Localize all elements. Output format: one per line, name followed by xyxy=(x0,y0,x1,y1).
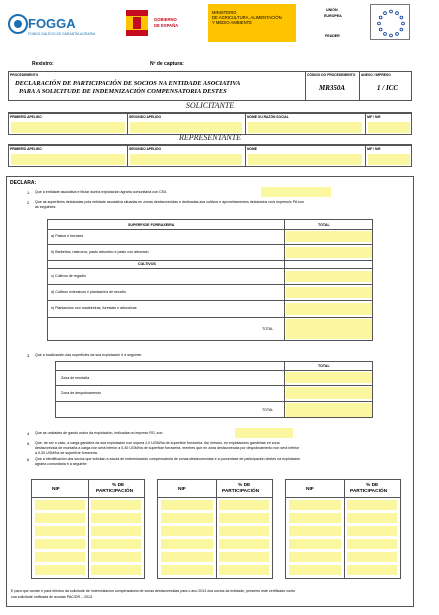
item4-text: Que as unidades de gando maior da explotación, indicadas no impreso RG, son xyxy=(35,431,163,435)
item5-number: 5. xyxy=(27,442,31,446)
declara-label: DECLARA: xyxy=(10,180,37,186)
socio-nif-input[interactable] xyxy=(289,513,341,523)
superficie-col-divider xyxy=(284,220,285,341)
representante-segundo-apelido-input[interactable] xyxy=(130,154,242,165)
socio-participacion-input[interactable] xyxy=(219,539,269,549)
representante-f1-label: PRIMEIRO APELIDO xyxy=(10,147,42,151)
socio-participacion-input[interactable] xyxy=(347,513,397,523)
socio-nif-input[interactable] xyxy=(289,552,341,562)
socios-3-pct-header-l2: PARTICIPACIÓN xyxy=(350,489,388,494)
procedure-title-line1: DECLARACIÓN DE PARTICIPACIÓN DE SOCIOS NA ENTIDADE ASOCIATIVA xyxy=(15,80,241,87)
solicitante-box xyxy=(8,113,412,135)
footer-line1: E para que conste e para efectos da solicitude de indemnización compensatoria de zonas desfavorecidas para o ano 2013 dos socios da entidade, presento este certificado xunto xyxy=(11,589,296,593)
item1-number: 1. xyxy=(27,191,31,195)
superficie-row-a: a) Pastos e forraxes xyxy=(51,234,84,238)
localizacion-rule-3 xyxy=(56,401,373,402)
socios-3-nif-header: NIF xyxy=(306,487,314,492)
representante-div-2 xyxy=(245,146,246,167)
eu-stars-icon xyxy=(371,5,411,41)
procedure-year-value: 1 / ICC xyxy=(377,84,399,92)
gobierno-line2: DE ESPAÑA xyxy=(154,23,179,28)
fogga-logo xyxy=(8,8,96,48)
solicitante-f3-label: NOME OU RAZÓN SOCIAL xyxy=(247,115,289,119)
procedure-box xyxy=(8,71,412,101)
fogga-logo-subtitle: FONDO GALEGO DE GARANTÍA AGRARIA xyxy=(28,32,96,36)
representante-title: REPRESENTANTE xyxy=(178,133,242,142)
socio-nif-input[interactable] xyxy=(289,539,341,549)
socio-participacion-input[interactable] xyxy=(91,565,141,575)
socio-nif-input[interactable] xyxy=(35,526,85,536)
socio-participacion-input[interactable] xyxy=(219,552,269,562)
item2-number: 2. xyxy=(27,201,31,205)
socio-participacion-input[interactable] xyxy=(91,500,141,510)
socios-table-2 xyxy=(157,479,273,579)
socios-1-pct-header-l2: PARTICIPACIÓN xyxy=(96,489,134,494)
ue-line1: UNIÓN xyxy=(326,8,338,12)
representante-f4-label: NIF / NIE xyxy=(367,147,381,151)
socio-nif-input[interactable] xyxy=(161,500,213,510)
socios-table-3 xyxy=(285,479,401,579)
superficie-row-b-input[interactable] xyxy=(286,247,372,258)
item5-text-line2: desfavorecida de montaña a carga non será inferior a 0,40 UGM/ha de superficie forraxeira, mentres que en zona desfavorecida por despoboamento non será inferior xyxy=(35,446,300,450)
localizacion-total-input[interactable] xyxy=(286,403,372,417)
superficie-rule-4 xyxy=(48,268,373,269)
solicitante-f2-label: SEGUNDO APELIDO xyxy=(129,115,162,119)
socio-nif-input[interactable] xyxy=(35,565,85,575)
socio-nif-input[interactable] xyxy=(161,552,213,562)
item1-text: Que a entidade asociativa é titular dunha explotación agraria comunitaria con CEA xyxy=(35,190,167,194)
procedure-title-line2: PARA A SOLICITUDE DE INDEMNIZACIÓN COMPENSATORIA DESTES xyxy=(19,88,227,95)
cea-input[interactable] xyxy=(261,187,331,197)
socio-participacion-input[interactable] xyxy=(219,513,269,523)
localizacion-table xyxy=(55,361,373,418)
socio-participacion-input[interactable] xyxy=(347,552,397,562)
ue-fund: FEADER xyxy=(325,34,340,38)
superficie-col2-header: TOTAL xyxy=(318,223,330,227)
footer-line2: coa solicitude unificada de axudas PAC/DR – 2013. xyxy=(11,595,94,599)
procedure-divider-1 xyxy=(305,72,306,101)
solicitante-segundo-apelido-input[interactable] xyxy=(130,122,242,133)
solicitante-div-3 xyxy=(365,114,366,135)
socio-nif-input[interactable] xyxy=(289,526,341,536)
localizacion-col2-header: TOTAL xyxy=(318,364,330,368)
ugm-input[interactable] xyxy=(235,428,293,438)
socios-2-pct-header-l2: PARTICIPACIÓN xyxy=(222,489,260,494)
socio-participacion-input[interactable] xyxy=(91,539,141,549)
superficie-row-e: e) Plantacións non madeireiras, forestais e arbustivas xyxy=(51,306,137,310)
socio-nif-input[interactable] xyxy=(161,539,213,549)
zona-despoboamento-label: Zona de despoboamento xyxy=(61,391,101,395)
localizacion-total-label: TOTAL xyxy=(262,408,274,412)
socio-participacion-input[interactable] xyxy=(347,539,397,549)
superficie-table xyxy=(47,219,373,341)
superficie-row-d-input[interactable] xyxy=(286,287,372,298)
ministerio-line3: Y MEDIO AMBIENTE xyxy=(212,20,252,25)
captura-label: Nº de captura: xyxy=(150,61,184,67)
socio-participacion-input[interactable] xyxy=(347,526,397,536)
socios-2-nif-header: NIF xyxy=(178,487,186,492)
socio-nif-input[interactable] xyxy=(35,500,85,510)
representante-div-3 xyxy=(365,146,366,167)
solicitante-nome-input[interactable] xyxy=(248,122,362,133)
socio-nif-input[interactable] xyxy=(161,513,213,523)
socio-participacion-input[interactable] xyxy=(91,552,141,562)
socios-1-divider xyxy=(88,480,89,579)
solicitante-primeiro-apelido-input[interactable] xyxy=(11,122,125,133)
ministerio-line2: DE AGRICULTURA, ALIMENTACIÓN xyxy=(212,15,282,20)
item4-number: 4. xyxy=(27,432,31,436)
superficie-rule-3 xyxy=(48,260,373,261)
socios-1-pct-header-l1: % DE xyxy=(112,483,125,488)
procedure-code-label: CÓDIGO DO PROCEDEMENTO xyxy=(307,73,356,77)
zona-despoboamento-input[interactable] xyxy=(286,387,372,399)
item6-text-line2: agraria comunitaria é a seguinte: xyxy=(35,462,88,466)
socio-participacion-input[interactable] xyxy=(91,513,141,523)
superficie-row-c-input[interactable] xyxy=(286,271,372,282)
solicitante-title: SOLICITANTE xyxy=(185,101,235,110)
socios-3-header-rule xyxy=(286,497,401,498)
solicitante-f1-label: PRIMEIRO APELIDO xyxy=(10,115,42,119)
superficie-rule-5 xyxy=(48,284,373,285)
socios-2-pct-header-l1: % DE xyxy=(238,483,251,488)
declara-box xyxy=(6,176,414,607)
solicitante-f4-label: NIF / NIE xyxy=(367,115,381,119)
socio-nif-input[interactable] xyxy=(161,565,213,575)
socios-3-divider xyxy=(344,480,345,579)
socio-participacion-input[interactable] xyxy=(219,500,269,510)
item3-text: Que a localización das superficies da súa explotación é a seguinte: xyxy=(35,353,142,357)
registro-label: Rexistro: xyxy=(32,61,54,67)
representante-div-1 xyxy=(127,146,128,167)
ue-line2: EUROPEA xyxy=(324,14,342,18)
socios-table-1 xyxy=(31,479,145,579)
gobierno-logo xyxy=(124,8,204,44)
socio-nif-input[interactable] xyxy=(289,500,341,510)
representante-nif-input[interactable] xyxy=(368,154,410,165)
socios-1-nif-header: NIF xyxy=(52,487,60,492)
representante-primeiro-apelido-input[interactable] xyxy=(11,154,125,165)
solicitante-div-1 xyxy=(127,114,128,135)
zona-montana-input[interactable] xyxy=(286,372,372,383)
zona-montana-label: Zona de montaña xyxy=(61,376,90,380)
superficie-row-e-input[interactable] xyxy=(286,303,372,315)
socio-participacion-input[interactable] xyxy=(219,565,269,575)
superficie-col1-header: SUPERFICIE FORRAXEIRA xyxy=(128,223,175,227)
superficie-row-b: b) Barbeitos, rastroxos, pasto arbustivo e pasto con arborado xyxy=(51,250,149,254)
item6-number: 6. xyxy=(27,458,31,462)
socios-1-header-rule xyxy=(32,497,145,498)
superficie-row-d: d) Cultivos extensivos e plantacións de secaño xyxy=(51,290,126,294)
superficie-total-input[interactable] xyxy=(286,319,372,339)
item5-text-line3: a 0,30 UGM/ha de superficie forraxeira. xyxy=(35,451,98,455)
item2-text-line2: as seguintes: xyxy=(35,205,57,209)
representante-f3-label: NOME xyxy=(247,147,257,151)
superficie-rule-2 xyxy=(48,244,373,245)
superficie-row-a-input[interactable] xyxy=(286,231,372,242)
socios-2-header-rule xyxy=(158,497,273,498)
solicitante-div-2 xyxy=(245,114,246,135)
fogga-logo-text: FOGGA xyxy=(28,16,76,31)
procedure-code-value: MR350A xyxy=(319,84,346,92)
spain-shield-icon xyxy=(124,8,150,38)
item3-number: 3. xyxy=(27,354,31,358)
item5-text-line1: Que, de ser o caso, a carga gandeira da súa explotación non supera 2,0 UGM/ha de superficie forraxeira. Así mesmo, en explotacións gandeiras en zona xyxy=(35,441,280,445)
socios-3-pct-header-l1: % DE xyxy=(366,483,379,488)
solicitante-nif-input[interactable] xyxy=(368,122,410,133)
procedure-year-label: ANEXO / IMPRESO xyxy=(361,73,391,77)
procedure-divider-2 xyxy=(359,72,360,101)
representante-f2-label: SEGUNDO APELIDO xyxy=(129,147,162,151)
gobierno-line1: GOBIERNO xyxy=(154,17,177,22)
eu-flag xyxy=(370,4,410,40)
representante-nome-input[interactable] xyxy=(248,154,362,165)
socio-participacion-input[interactable] xyxy=(219,526,269,536)
item2-text-line1: Que as superficies declaradas pola entidade asociativa situadas en zonas desfavorecidas e dedicadas aos cultivos e aproveitamentos declarados no/s impreso/s PA son xyxy=(35,200,304,204)
socios-2-divider xyxy=(216,480,217,579)
socio-nif-input[interactable] xyxy=(35,539,85,549)
socio-nif-input[interactable] xyxy=(161,526,213,536)
localizacion-rule-1 xyxy=(56,370,373,371)
ministerio-line1: MINISTERIO xyxy=(212,10,237,15)
socio-participacion-input[interactable] xyxy=(91,526,141,536)
superficie-total-label: TOTAL xyxy=(262,327,274,331)
item6-text-line1: Que a identificación dos socios que solicitan a axuda de indemnización compensatoria de zonas desfavorecidas e a porcentaxe de participación destes na explotación xyxy=(35,457,301,461)
socio-nif-input[interactable] xyxy=(289,565,341,575)
superficie-rule-6 xyxy=(48,300,373,301)
cultivos-header: CULTIVOS xyxy=(138,262,156,266)
representante-box xyxy=(8,145,412,167)
socio-nif-input[interactable] xyxy=(35,513,85,523)
socio-participacion-input[interactable] xyxy=(347,565,397,575)
procedure-label: PROCEDEMENTO xyxy=(10,73,39,77)
ministerio-box xyxy=(208,4,296,42)
superficie-rule-7 xyxy=(48,317,373,318)
socio-nif-input[interactable] xyxy=(35,552,85,562)
socio-participacion-input[interactable] xyxy=(347,500,397,510)
superficie-rule-1 xyxy=(48,229,373,230)
localizacion-rule-2 xyxy=(56,385,373,386)
superficie-row-c: c) Cultivos de regadío xyxy=(51,274,86,278)
